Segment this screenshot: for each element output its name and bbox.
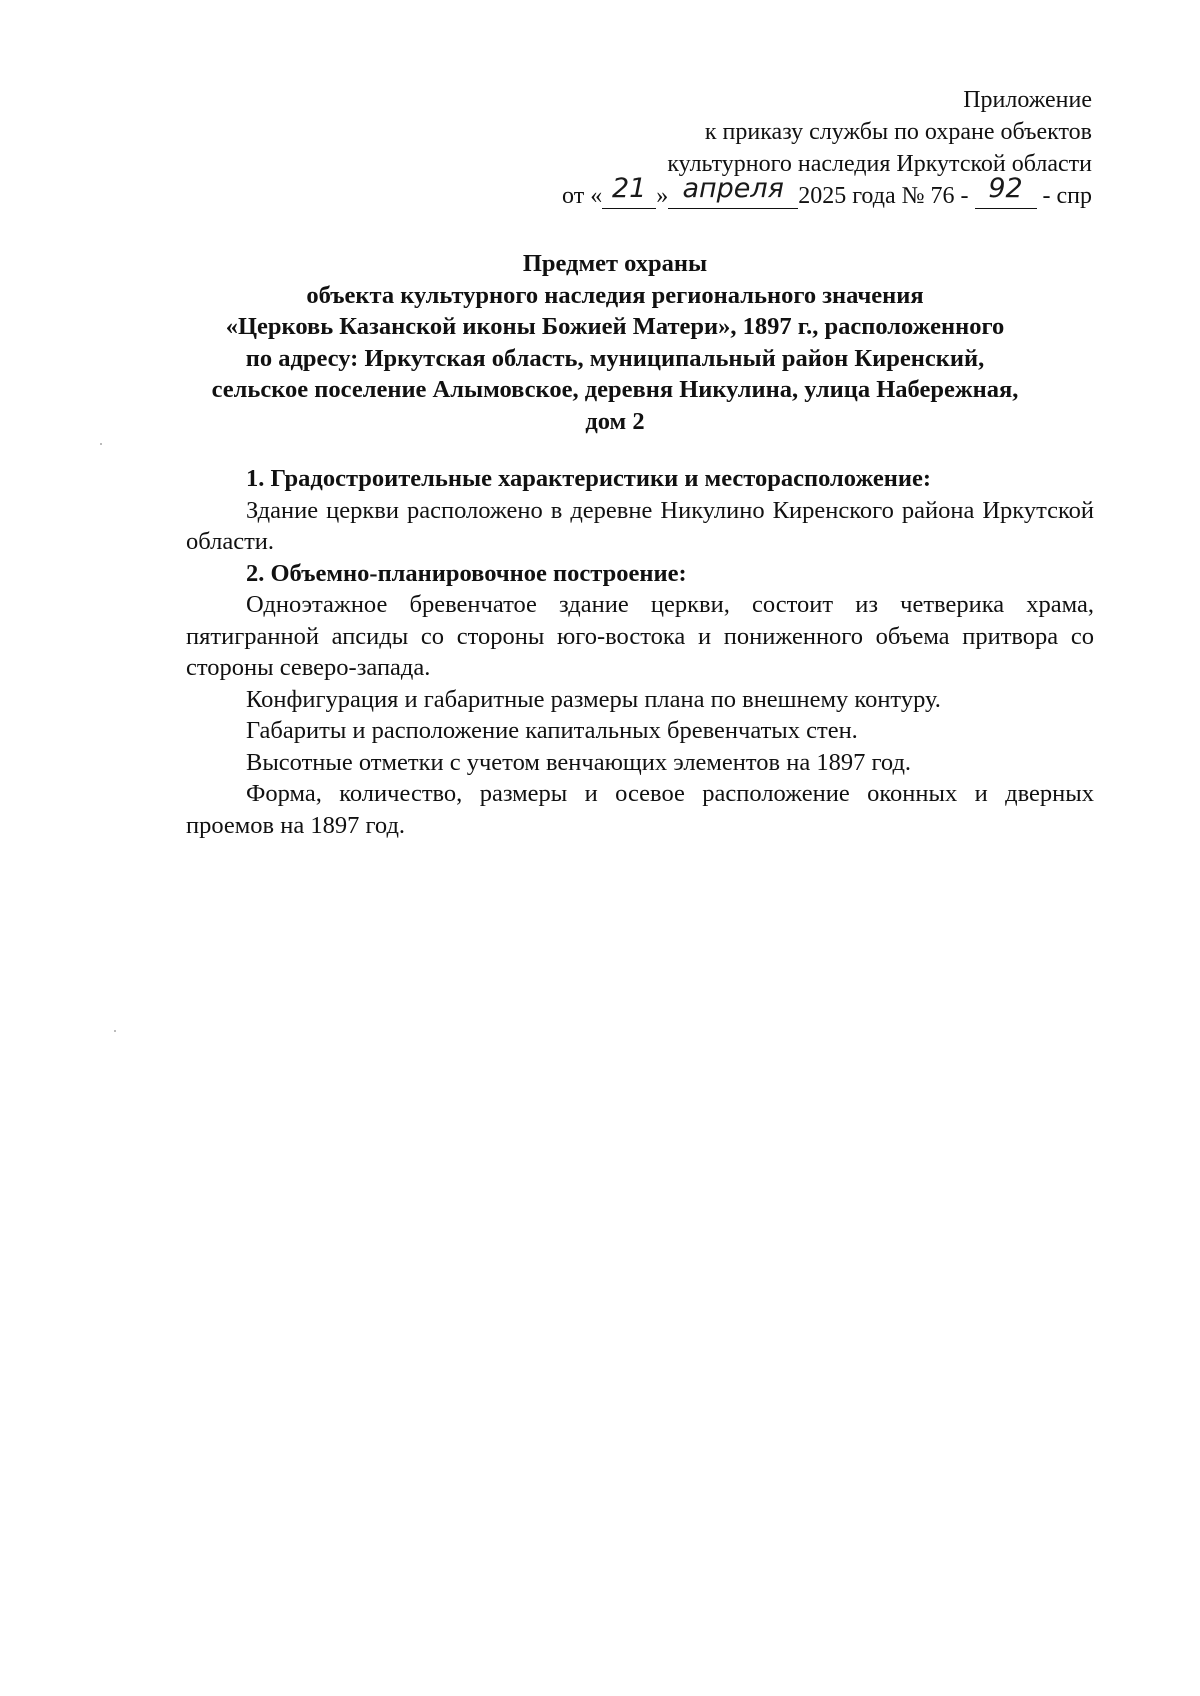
handwritten-month: апреля: [668, 182, 798, 209]
quote-close: »: [656, 183, 669, 209]
order-date-line: [392, 173, 1092, 212]
appendix-label: Приложение: [963, 87, 1092, 113]
order-reference: к приказу службы по охране объектов: [704, 119, 1092, 145]
date-prefix: от «: [562, 183, 603, 209]
section-1-heading: 1. Градостроительные характеристики и месторасположение:: [246, 465, 932, 492]
section-1-paragraph: Здание церкви расположено в деревне Никулино Киренского района Иркутской области.: [186, 496, 1094, 555]
handwritten-number: 92: [975, 182, 1037, 209]
order-year-text: 2025 года № 76 -: [798, 183, 969, 209]
document-title: [150, 248, 1080, 437]
section-2-heading: 2. Объемно-планировочное построение:: [246, 559, 687, 587]
document-body: [186, 463, 1094, 841]
title-line-5: сельское поселение Алымовское, деревня Никулина, улица Набережная,: [211, 376, 1019, 403]
agency-name: культурного наследия Иркутской области: [667, 151, 1092, 177]
title-line-6: дом 2: [585, 407, 645, 435]
title-line-3: «Церковь Казанской иконы Божией Матери», 1897 г., расположенного: [225, 313, 1005, 340]
appendix-header: [392, 84, 1092, 212]
scan-speck: [100, 443, 102, 445]
handwritten-day: 21: [602, 182, 656, 209]
section-2-paragraph-4: Высотные отметки с учетом венчающих элементов на 1897 год.: [246, 748, 912, 776]
scan-speck: [114, 1030, 116, 1032]
section-2-paragraph-5: Форма, количество, размеры и осевое расположение оконных и дверных проемов на 1897 год.: [186, 780, 1094, 839]
section-2-paragraph-3: Габариты и расположение капитальных бревенчатых стен.: [246, 717, 858, 744]
section-2-paragraph-2: Конфигурация и габаритные размеры плана по внешнему контуру.: [246, 685, 941, 713]
section-2-paragraph-1: Одноэтажное бревенчатое здание церкви, состоит из четверика храма, пятигранной апсиды со стороны юго-востока и пониженного объема притвора со стороны северо-запада.: [186, 591, 1094, 681]
title-line-1: Предмет охраны: [522, 250, 708, 277]
order-suffix: - спр: [1042, 183, 1092, 209]
title-line-2: объекта культурного наследия регионального значения: [306, 281, 924, 309]
title-line-4: по адресу: Иркутская область, муниципальный район Киренский,: [245, 344, 985, 372]
